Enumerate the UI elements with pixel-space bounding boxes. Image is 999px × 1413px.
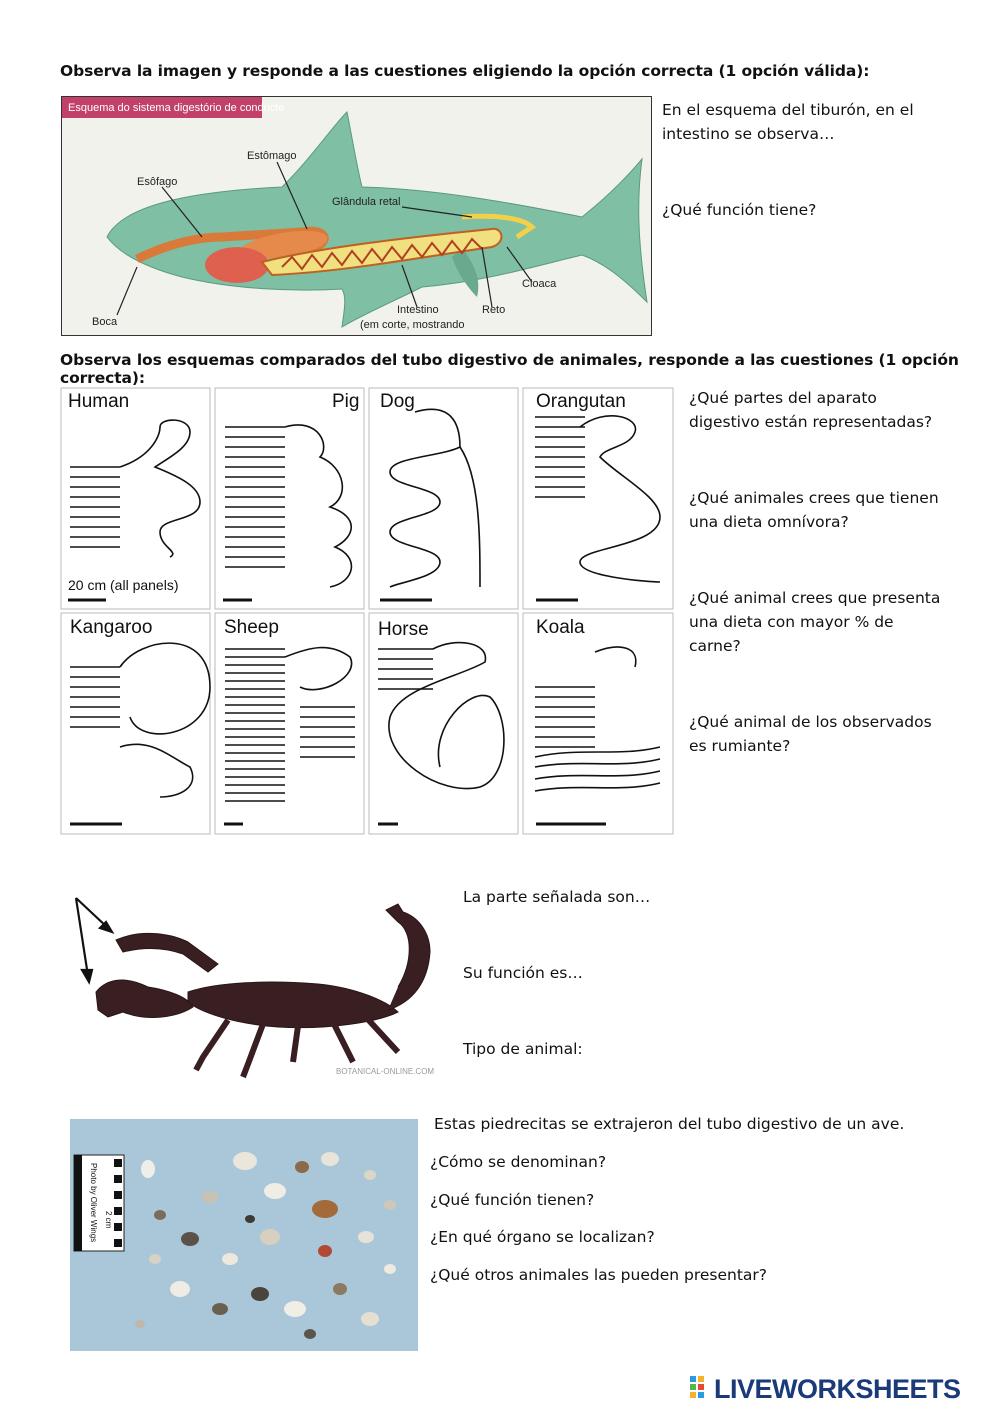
label-estomago: Estômago [247,150,297,162]
stones-question-2: ¿Cómo se denominan? [430,1153,607,1171]
shark-diagram [61,96,652,336]
diagram-banner: Esquema do sistema digestório de condricte [68,102,285,114]
coils [70,409,660,801]
comparison-question-2: ¿Qué animales crees que tienen una dieta omnívora? [689,489,939,531]
stones-question-1: Estas piedrecitas se extrajeron del tubo digestivo de un ave. [434,1115,905,1133]
panel-label-sheep: Sheep [224,617,279,638]
panel-label-orangutan: Orangutan [536,391,626,412]
label-esofago: Esôfago [137,176,178,188]
stones-question-4: ¿En qué órgano se localizan? [430,1228,655,1246]
label-boca: Boca [92,316,118,328]
watermark: BOTANICAL-ONLINE.COM [336,1067,435,1076]
shark-question-2: ¿Qué función tiene? [662,201,817,219]
panel-label-horse: Horse [378,619,429,640]
label-cloaca: Cloaca [522,278,557,290]
label-intestino: Intestino [397,304,439,316]
grid-logo-icon [690,1376,712,1402]
comparison-question-1: ¿Qué partes del aparato digestivo están representadas? [689,389,933,431]
panel-label-pig: Pig [332,391,360,412]
section2-heading: Observa los esquemas comparados del tubo digestivo de animales, responde a las cuestiones (1 opción correcta): [60,351,959,387]
panel-label-kangaroo: Kangaroo [70,617,153,638]
scorpion-question-1: La parte señalada son… [463,888,651,906]
stones-question-5: ¿Qué otros animales las pueden presentar? [430,1266,768,1284]
section1-heading: Observa la imagen y responde a las cuestiones eligiendo la opción correcta (1 opción válida): [60,62,870,80]
digestive-comparison-figure [60,387,674,835]
scorpion-question-2: Su función es… [463,964,583,982]
liveworksheets-logo[interactable] [690,1374,961,1404]
scale-note: 20 cm (all panels) [68,577,179,593]
comparison-question-3: ¿Qué animal crees que presenta una dieta con mayor % de carne? [689,589,941,655]
liver [205,247,269,283]
comparison-question-4: ¿Qué animal de los observados es rumiante? [689,713,932,755]
label-reto: Reto [482,304,506,316]
label-intestino-note: (em corte, mostrando [360,319,465,331]
panel-frames [61,388,673,834]
panel-label-dog: Dog [380,391,415,412]
scorpion-body [96,904,430,1077]
logo-text: LIVEWORKSHEETS [714,1373,961,1404]
pointer-arrows [76,898,112,982]
stones-question-3: ¿Qué función tienen? [430,1191,595,1209]
scorpion-photo [68,892,450,1082]
stones [135,1152,396,1339]
gizzard-stones-photo [70,1119,418,1351]
panel-label-human: Human [68,391,130,412]
photo-credit: Photo by Oliver Wings [89,1163,98,1243]
shark-question-1: En el esquema del tiburón, en el intestino se observa… [662,101,914,143]
label-glandula: Glândula retal [332,196,401,208]
photo-unit: 2 cm [104,1211,113,1229]
panel-label-koala: Koala [536,617,585,638]
scorpion-question-3: Tipo de animal: [463,1040,583,1058]
